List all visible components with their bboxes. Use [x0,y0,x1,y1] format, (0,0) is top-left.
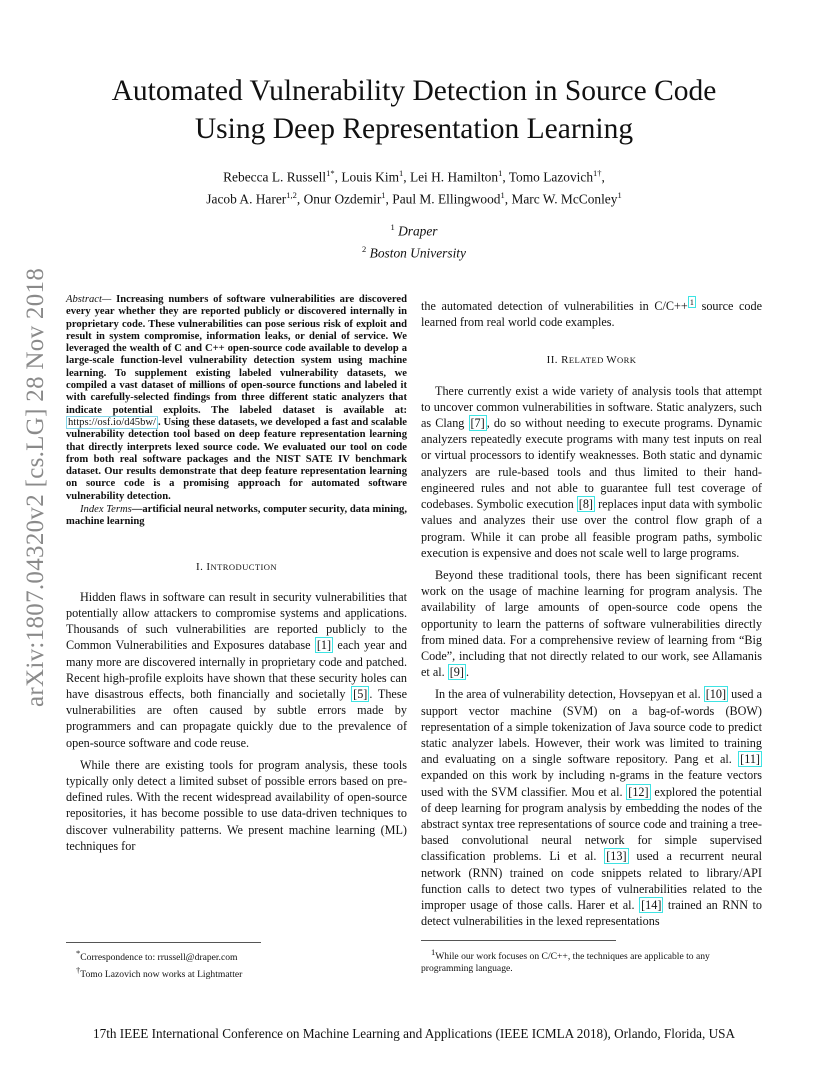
footnote-rule-left [66,942,261,943]
paper-title [40,72,788,148]
affiliation-item [80,240,748,262]
footnote-text: Correspondence to: rrussell@draper.com [80,952,238,964]
author-affil-mark: 1 [500,190,505,201]
citation-link[interactable]: [12] [628,784,649,799]
footnote-text: Tomo Lazovich now works at Lightmatter [80,969,243,981]
conference-footer: 17th IEEE International Conference on Machine Learning and Applications (IEEE ICMLA 2018), Orlando, Florida, USA [93,1026,735,1041]
right-column [421,294,762,935]
title-line-1: Automated Vulnerability Detection in Source Code [111,75,717,107]
author-name: Onur Ozdemir [303,191,382,207]
author-affil-mark: 1 [381,190,386,201]
related-paragraph-1: There currently exist a wide variety of analysis tools that attempt to uncover common vulnerabilities in software. Static analyzers, such as Clang [7] , do so without needing to execute programs. Dynamic analyzers repeatedly execute programs with many test inputs on real or virtual processors to identify weaknesses. Both static and dynamic analyzers are rule-based tools and thus limited to their hand-engineered rules and not able to guarantee full test coverage of codebases. Symbolic execution [8] replaces input data with symbolic values and analyzes their use over the control flow graph of a program. While it can probe all feasible program paths, symbolic execution is expensive and does not scale well to large programs. [421,383,762,560]
citation-link[interactable]: [10] [705,687,727,702]
section-title-rest: ORK [617,355,637,366]
abstract-text-cont: . Using these datasets, we developed a fast and scalable vulnerability detection tool based on deep feature representation learning that directly interprets lexed source code. We evaluated our tool on code from both real software packages and the NIST SATE IV benchmark dataset. Our results demonstrate that deep feature representation learning on source code is a promising approach for automated software vulnerability detection. [66,416,407,502]
footnote-right [421,946,762,975]
title-line-2: Using Deep Representation Learning [194,113,634,145]
related-paragraph-2: Beyond these traditional tools, there has been significant recent work on the usage of machine learning for program analysis. The availability of large amounts of open-source code opens the opportunity to learn the patterns of software vulnerabilities directly from mined data. For a comprehensive review of learning from “Big Code”, including that not directly related to our work, see Allamanis et al. [9] . [421,567,762,680]
citation-link[interactable]: [8] [578,497,593,512]
citation-link[interactable]: [14] [641,897,662,912]
citation-link[interactable]: [5] [353,687,368,702]
section-initial: W [606,354,618,367]
author-name: Marc W. McConley [511,191,618,207]
affil-mark: 2 [362,244,367,255]
section-title-rest: ELATED [568,355,607,366]
author-name: Lei H. Hamilton [409,169,499,185]
abstract-lead: Abstract— [66,294,112,305]
author-name: Paul M. Ellingwood [392,191,501,207]
intro-paragraph-2: While there are existing tools for program analysis, these tools typically only detect a limited subset of possible errors based on pre-defined rules. With the recent widespread availability of open-source repositories, it has become possible to use data-driven techniques to discover vulnerability patterns. We present machine learning (ML) techniques for [66,757,407,853]
author-name: Louis Kim [341,169,399,185]
left-column [66,294,407,860]
citation-link[interactable]: [13] [606,849,627,864]
dataset-link[interactable]: https://osf.io/d45bw/ [68,416,156,428]
affil-mark: 1 [390,222,395,232]
related-paragraph-3: In the area of vulnerability detection, Hovsepyan et al. [10] used a support vector machine (SVM) on a bag-of-words (BOW) representation of a simple tokenization of Java source code to predict static analyzer labels. However, their work was limited to training and evaluating on a single software repository. Pang et al. [11] expanded on this work by including n-grams in the feature vectors used with the SVM classifier. Mou et al. [12] explored the potential of deep learning for program analysis by embedding the nodes of the abstract syntax tree representations of source code and training a tree-based convolutional neural network for simple supervised classification problems. Li et al. [13] used a recurrent neural network (RNN) trained on code snippets related to library/API function calls to detect two types of vulnerabilities related to the improper usage of those calls. Harer et al. [14] trained an RNN to detect vulnerabilities in the lexed representations [421,687,762,929]
arxiv-identifier-stamp: arXiv:1807.04320v2 [cs.LG] 28 Nov 2018 [22,267,49,707]
index-terms-text: —artificial neural networks, computer security, data mining, machine learning [66,504,407,528]
author-name: Rebecca L. Russell [223,169,327,185]
author-list [80,164,748,209]
abstract-text: Increasing numbers of software vulnerabilities are discovered every year whether they are reported publicly or discovered internally in proprietary code. These vulnerabilities can pose serious risk of exploit and result in system compromise, information leaks, or denial of service. We leveraged the wealth of C and C++ open-source code available to develop a large-scale function-level vulnerability detection system using machine learning. To supplement existing labeled vulnerability datasets, we compiled a vast dataset of millions of open-source functions and labeled it with carefully-selected findings from three different static analyzers that indicate potential exploits. The labeled dataset is available at: [66,294,407,416]
continued-paragraph: the automated detection of vulnerabilities in C/C++ $^1$ source code learned from real world code examples. [421,297,762,330]
section-heading-introduction [66,559,407,575]
intro-paragraph-1: Hidden flaws in software can result in security vulnerabilities that potentially allow attackers to compromise systems and applications. Thousands of such vulnerabilities are reported publicly to the Common Vulnerabilities and Exposures database [1] each year and many more are discovered internally in proprietary code and patched. Recent high-profile exploits have shown that these security holes can have disastrous effects, both financially and societally [5] . These vulnerabilities are often caused by subtle errors made by programmers and can propagate quickly due to the prevalence of open-source software and code reuse. [66,589,408,750]
author-affil-mark: 1* [326,168,335,178]
affil-name: Boston University [369,245,466,261]
section-initial: R [561,354,569,367]
footnote-rule-right [421,940,616,941]
author-affil-mark: 1,2 [286,190,297,201]
section-heading-related-work [421,352,762,368]
footnote-mark: 1 [431,947,436,957]
footnote-item [76,964,406,981]
citation-link[interactable]: [7] [470,416,485,431]
section-title-rest: NTRODUCTION [210,561,277,572]
section-numeral: II. [546,354,558,367]
citation-link[interactable]: [11] [740,752,760,767]
footnote-text: While our work focuses on C/C++, the techniques are applicable to any programming language. [421,951,710,975]
footnote-mark: † [76,965,81,976]
abstract [66,294,407,503]
author-line-2: Jacob A. Harer$^{1,2}$, Onur Ozdemir$^1$, Paul M. Ellingwood$^1$, Marc W. McConley$^1$ [206,190,622,207]
footnote-mark: * [76,948,81,958]
citation-link[interactable]: [1] [316,638,332,653]
index-terms-lead: Index Terms [80,504,132,516]
citation-link[interactable]: [9] [449,665,464,680]
author-affil-mark: 1 [398,168,404,178]
author-line-1: Rebecca L. Russell$^{1*}$, Louis Kim$^1$, Lei H. Hamilton$^1$, Tomo Lazovich$^{1\dagger}$, [223,168,605,185]
footnote-link[interactable]: 1 [689,297,694,307]
index-terms [66,504,407,529]
author-affil-mark: 1 [617,190,622,201]
footnote-item [76,947,406,964]
author-name: Tomo Lazovich [508,169,594,185]
author-affil-mark: 1 [498,168,503,178]
section-initial: I [206,560,211,573]
section-numeral: I. [196,560,204,573]
affiliation-list [80,218,748,263]
footnotes-left [76,947,406,981]
author-affil-mark: 1† [593,168,602,178]
affil-name: Draper [398,223,438,239]
author-name: Jacob A. Harer [206,191,287,207]
affiliation-item [80,218,748,240]
